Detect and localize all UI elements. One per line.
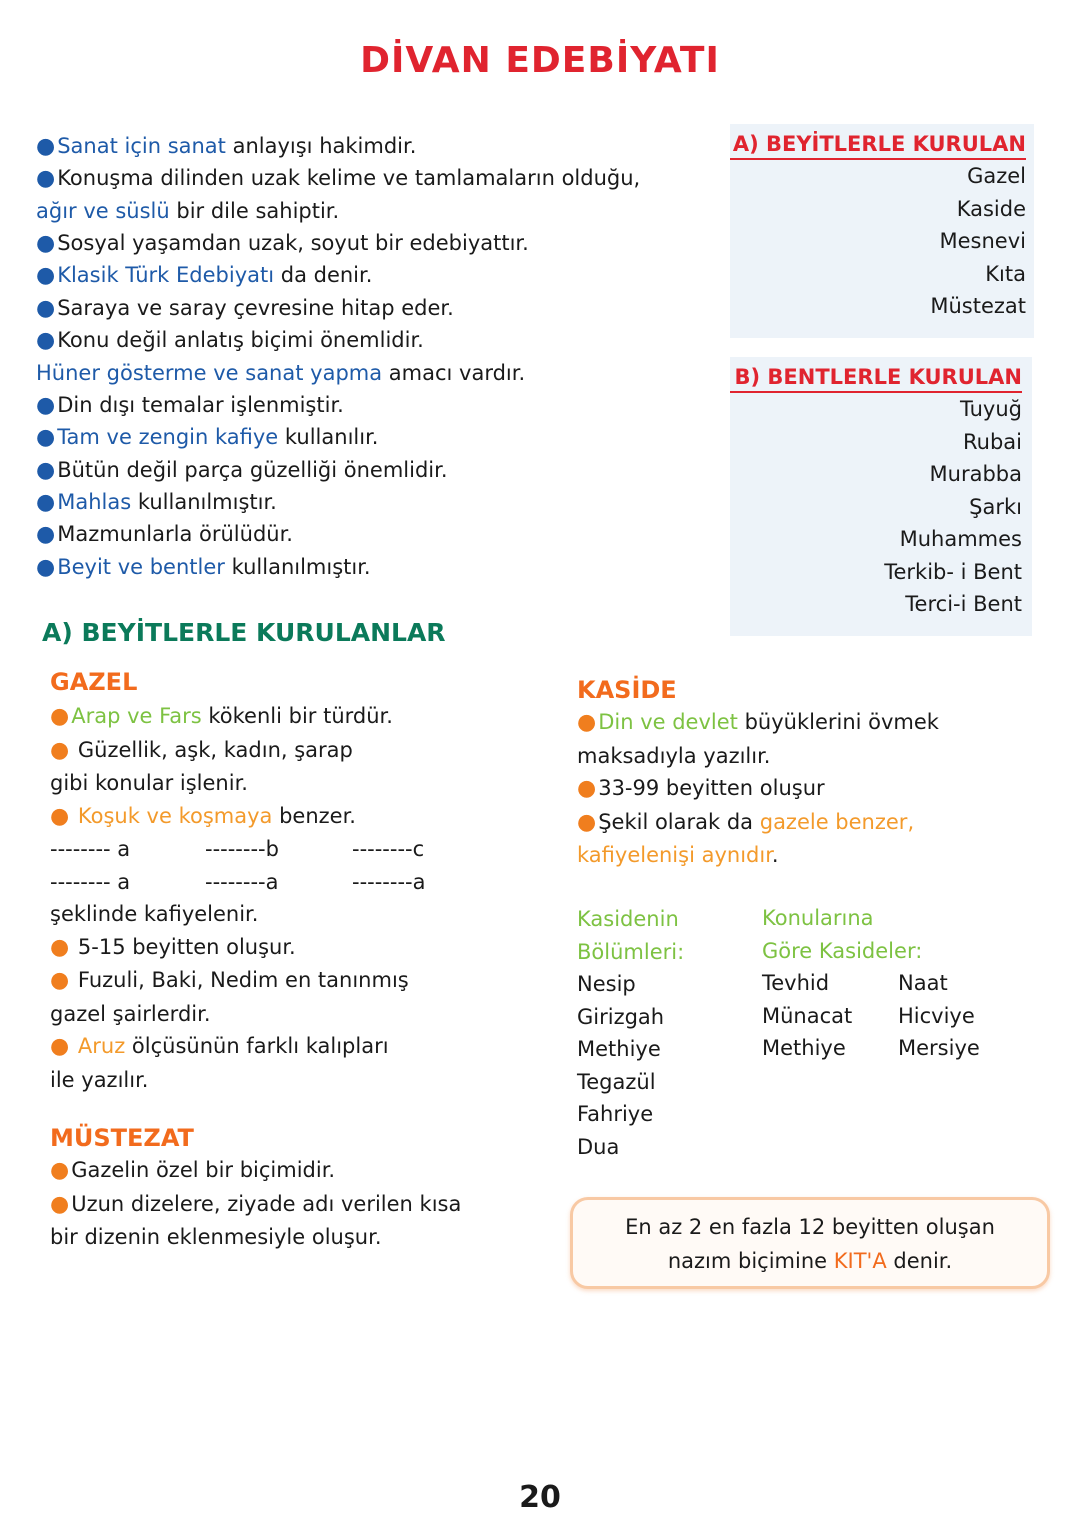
gazel-l9: ölçüsünün farklı kalıpları (125, 1034, 389, 1058)
bullet-icon: ● (36, 555, 56, 580)
kaside-parts (577, 903, 684, 1163)
gazel-section: GAZEL ●Arap ve Fars kökenli bir türdür. ● Güzellik, aşk, kadın, şarap gibi konular işlenir. ● Koşuk ve koşmaya benzer. -------- a --------b --------c -------- a --------a --------a şeklinde kafiyelenir. ● 5-15 beyitten oluşur. ● Fuzuli, Baki, Nedim en tanınmış gazel şairlerdir. ● Aruz ölçüsünün farklı kalıpları ile yazılır. (50, 668, 409, 1096)
feature-line (36, 162, 640, 195)
bullet-icon: ● (36, 328, 56, 353)
kaside-topic-item: Tevhid (762, 971, 830, 995)
gazel-l4: benzer. (272, 803, 356, 828)
bullet-icon: ● (36, 231, 56, 256)
feature-line (36, 389, 344, 422)
rhyme-1-2: --------b (205, 837, 279, 861)
panel-a-item: Mesnevi (939, 229, 1026, 253)
gazel-l4-hl: Koşuk ve koşmaya (77, 803, 273, 828)
page-number: 20 (519, 1480, 561, 1515)
feature-line (36, 518, 293, 551)
kaside-part-item: Girizgah (577, 1004, 665, 1029)
bullet-icon: ● (36, 296, 56, 321)
gazel-l3: gibi konular işlenir. (50, 771, 248, 795)
kaside-l4-hl: gazele benzer, (759, 809, 915, 834)
kita-line-1: En az 2 en fazla 12 beyitten oluşan (625, 1215, 995, 1239)
kaside-topic-item: Naat (898, 971, 948, 995)
kita-line-2 (573, 1244, 1047, 1278)
panel-b-heading: B) BENTLERLE KURULAN (730, 365, 1022, 393)
feature-line (36, 551, 371, 584)
panel-b-item: Tuyuğ (959, 397, 1022, 421)
feature-text: Din dışı temalar işlenmiştir. (57, 393, 344, 417)
mustezat-heading: MÜSTEZAT (50, 1124, 194, 1152)
feature-line (36, 259, 372, 292)
feature-text: Bütün değil parça güzelliği önemlidir. (57, 458, 448, 482)
kaside-topic-item: Methiye (762, 1036, 846, 1060)
feature-line (36, 227, 529, 260)
kaside-l5: . (771, 843, 779, 867)
kaside-part-item: Tegazül (577, 1069, 656, 1094)
panel-a-item: Müstezat (930, 294, 1026, 318)
kaside-l1-hl: Din ve devlet (598, 710, 738, 734)
feature-line (36, 292, 454, 325)
feature-line (36, 421, 378, 454)
kaside-part-item: Nesip (577, 972, 636, 996)
kaside-part-item: Dua (577, 1134, 620, 1159)
rhyme-2-3: --------a (352, 869, 426, 894)
kaside-heading: KASİDE (577, 676, 677, 704)
mustezat-l3: bir dizenin eklenmesiyle oluşur. (50, 1225, 382, 1249)
feature-text: anlayışı hakimdir. (225, 134, 417, 158)
feature-highlight: Beyit ve bentler (57, 555, 225, 579)
kaside-l1: büyüklerini övmek (737, 710, 939, 734)
panel-b-item: Muhammes (899, 527, 1022, 551)
feature-text: Konu değil anlatış biçimi önemlidir. (57, 328, 424, 352)
gazel-l6: 5-15 beyitten oluşur. (77, 934, 296, 959)
kaside-topics (762, 902, 980, 1060)
kita-note-box (570, 1197, 1050, 1289)
bullet-icon: ● (36, 134, 56, 159)
rhyme-2-2: --------a (205, 869, 279, 894)
kaside-l5-hl: kafiyelenişi aynıdır (577, 843, 772, 867)
gazel-l5: şeklinde kafiyelenir. (50, 902, 259, 926)
feature-line (36, 486, 277, 519)
bullet-icon: ● (36, 458, 56, 483)
gazel-l10: ile yazılır. (50, 1067, 149, 1092)
panel-b-item: Terkib- i Bent (884, 559, 1022, 584)
kaside-parts-heading-1: Kasidenin (577, 907, 679, 931)
section-a-heading: A) BEYİTLERLE KURULANLAR (42, 618, 446, 647)
feature-highlight: Sanat için sanat (57, 134, 226, 158)
bullet-icon: ● (36, 166, 56, 191)
feature-text: Mazmunlarla örülüdür. (57, 522, 293, 546)
page-title: DİVAN EDEBİYATI (360, 40, 720, 81)
mustezat-section: MÜSTEZAT ●Gazelin özel bir biçimidir. ●Uzun dizelere, ziyade adı verilen kısa bir dizenin eklenmesiyle oluşur. (50, 1124, 461, 1254)
gazel-l2: Güzellik, aşk, kadın, şarap (77, 737, 353, 762)
gazel-l1-hl: Arap ve Fars (71, 704, 202, 728)
kaside-l4: Şekil olarak da (598, 809, 760, 834)
kaside-topics-heading-1: Konularına (762, 906, 874, 930)
bullet-icon: ● (36, 425, 56, 450)
feature-highlight: Mahlas (57, 490, 132, 514)
panel-a-item: Kaside (956, 196, 1026, 221)
rhyme-2-1: -------- a (50, 869, 131, 894)
gazel-l1: kökenli bir türdür. (201, 704, 393, 728)
gazel-l9-hl: Aruz (77, 1034, 126, 1058)
feature-highlight: Klasik Türk Edebiyatı (57, 263, 275, 287)
feature-text: kullanılmıştır. (131, 490, 277, 514)
mustezat-l2: Uzun dizelere, ziyade adı verilen kısa (71, 1191, 462, 1216)
panel-bentlerle (730, 357, 1032, 636)
rhyme-1-3: --------c (352, 837, 425, 861)
feature-text: da denir. (274, 263, 373, 287)
bullet-icon: ● (36, 393, 56, 418)
feature-text: amacı vardır. (382, 361, 526, 385)
feature-text: Sosyal yaşamdan uzak, soyut bir edebiyattır. (57, 231, 529, 255)
kaside-part-item: Methiye (577, 1037, 661, 1061)
kaside-parts-heading-2: Bölümleri: (577, 939, 685, 964)
rhyme-1-1: -------- a (50, 837, 131, 861)
kaside-topic-item: Münacat (762, 1003, 853, 1028)
rhyme-row-2 (50, 866, 426, 899)
feature-line (36, 195, 339, 227)
feature-text: Konuşma dilinden uzak kelime ve tamlamaların olduğu, (57, 166, 641, 190)
feature-line (36, 357, 525, 389)
panel-b-item: Şarkı (969, 494, 1022, 519)
feature-text: kullanılmıştır. (224, 555, 371, 579)
feature-text: bir dile sahiptir. (169, 199, 340, 223)
gazel-heading: GAZEL (50, 668, 138, 696)
panel-a-item: Gazel (967, 164, 1026, 188)
panel-b-item: Murabba (929, 462, 1022, 486)
panel-b-item: Rubai (963, 429, 1022, 454)
feature-highlight: Hüner gösterme ve sanat yapma (36, 361, 383, 385)
kaside-topics-heading-2: Göre Kasideler: (762, 938, 923, 963)
mustezat-l1: Gazelin özel bir biçimidir. (71, 1158, 336, 1182)
kaside-topic-item: Mersiye (898, 1036, 980, 1060)
kita-line-2a: nazım biçimine (667, 1249, 834, 1273)
feature-line (36, 130, 416, 163)
panel-a-item: Kıta (985, 261, 1026, 286)
feature-text: kullanılır. (278, 425, 379, 449)
kaside-l2: maksadıyla yazılır. (577, 743, 771, 768)
kaside-part-item: Fahriye (577, 1102, 654, 1126)
bullet-icon: ● (36, 522, 56, 547)
kaside-topic-item: Hicviye (898, 1003, 975, 1028)
panel-b-item: Terci-i Bent (905, 592, 1022, 616)
rhyme-row-1 (50, 833, 425, 866)
kita-word: KIT'A (833, 1249, 887, 1273)
feature-highlight: Tam ve zengin kafiye (57, 425, 279, 449)
kaside-l3: 33-99 beyitten oluşur (598, 776, 825, 800)
panel-a-heading: A) BEYİTLERLE KURULAN (730, 132, 1026, 160)
kita-line-2b: denir. (886, 1249, 953, 1273)
kaside-section: KASİDE ●Din ve devlet büyüklerini övmek maksadıyla yazılır. ●33-99 beyitten oluşur ●Şekil olarak da gazele benzer, kafiyelenişi aynıdır. (577, 676, 939, 867)
bullet-icon: ● (36, 263, 56, 288)
gazel-l8: gazel şairlerdir. (50, 1001, 211, 1026)
feature-line (36, 324, 424, 357)
feature-highlight: ağır ve süslü (36, 199, 170, 223)
gazel-l7: Fuzuli, Baki, Nedim en tanınmış (77, 968, 409, 992)
feature-text: Saraya ve saray çevresine hitap eder. (57, 296, 454, 320)
bullet-icon: ● (36, 490, 56, 515)
panel-beyitlerle (730, 124, 1034, 338)
feature-line (36, 454, 448, 487)
